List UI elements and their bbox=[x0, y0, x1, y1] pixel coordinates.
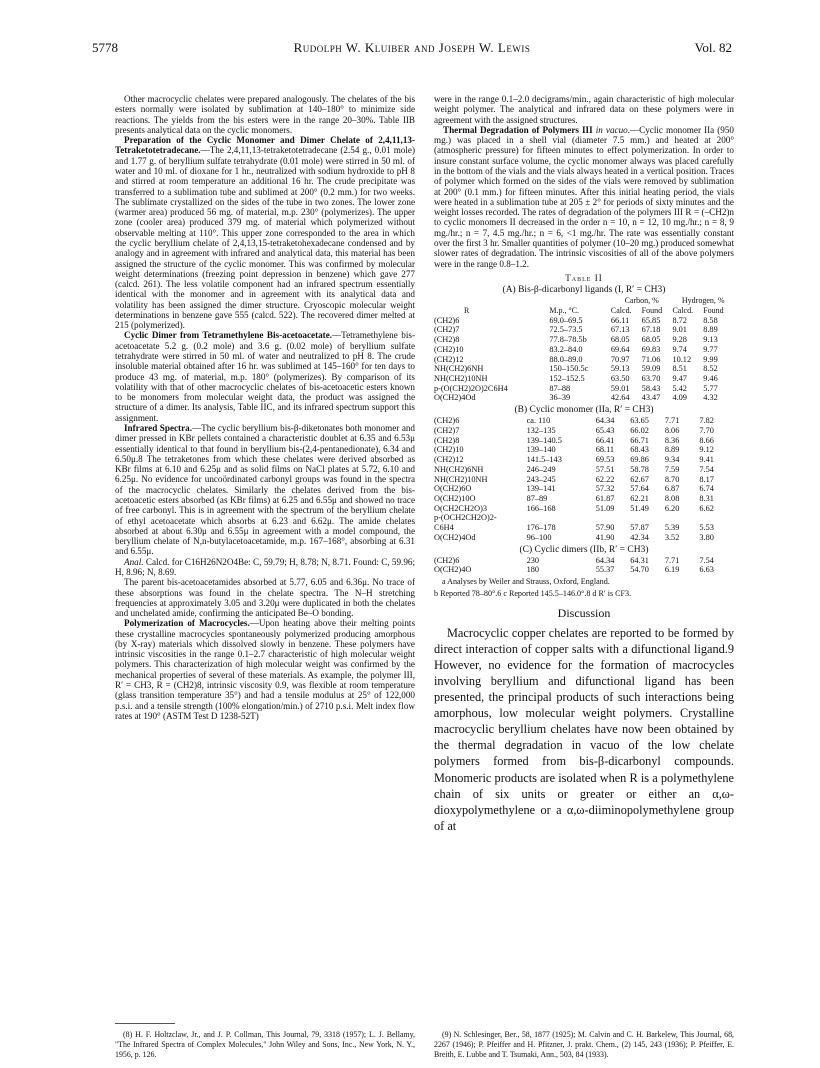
value-cell: 9.01 bbox=[672, 325, 687, 335]
table-caption-b: (B) Cyclic monomer (IIa, R′ = CH3) bbox=[514, 405, 654, 416]
value-cell: 68.05 bbox=[641, 335, 661, 345]
value-cell: 10.12 bbox=[672, 354, 692, 364]
discussion-heading: Discussion bbox=[557, 606, 611, 621]
value-cell: 7.70 bbox=[699, 426, 714, 436]
value-cell: 9.99 bbox=[703, 354, 718, 364]
value-cell: 7.54 bbox=[699, 555, 714, 565]
table-row bbox=[434, 484, 734, 494]
value-cell: 72.5–73.5 bbox=[549, 325, 583, 335]
value-cell: 8.31 bbox=[699, 493, 714, 503]
value-cell: 62.22 bbox=[595, 474, 615, 484]
value-cell: 5.77 bbox=[703, 383, 718, 393]
r-cell: O(CH2)4O bbox=[434, 565, 472, 575]
analysis-table-b bbox=[434, 416, 734, 542]
value-cell: 62.67 bbox=[630, 474, 649, 484]
section-heading: Cyclic Dimer from Tetramethylene Bis-acetoacetate. bbox=[124, 330, 333, 341]
table-row bbox=[434, 513, 734, 523]
value-cell: 57.51 bbox=[595, 464, 615, 474]
value-cell: 64.34 bbox=[595, 555, 615, 565]
table-row bbox=[434, 465, 734, 475]
value-cell: 8.72 bbox=[672, 315, 687, 325]
table-row bbox=[434, 426, 734, 436]
table-caption-c: (C) Cyclic dimers (IIb, R′ = CH3) bbox=[519, 544, 649, 555]
analysis-table-c bbox=[434, 556, 734, 575]
value-cell: 9.13 bbox=[703, 335, 718, 345]
value-cell: 9.28 bbox=[672, 335, 687, 345]
value-cell: 5.42 bbox=[672, 383, 687, 393]
value-cell: 88.0–89.0 bbox=[549, 354, 583, 364]
r-cell: NH(CH2)10NH bbox=[434, 474, 488, 484]
table-section-c bbox=[434, 556, 734, 575]
value-cell: 7.71 bbox=[664, 555, 680, 565]
paragraph: The parent bis-acetoacetamides absorbed at 5.77, 6.05 and 6.36μ. No trace of these absorptions was found in the chelate spectra. The N–H stretching frequencies at approximately 3.05 and 3.20μ were duplicated in both the chelates and unchelated amide, confirming the anticipated Be–O bonding. bbox=[115, 577, 415, 619]
right-column bbox=[434, 94, 734, 834]
value-cell: 67.13 bbox=[610, 325, 630, 335]
table-row bbox=[434, 565, 734, 575]
value-cell: 8.08 bbox=[664, 493, 680, 503]
value-cell: 57.32 bbox=[595, 484, 615, 494]
section-heading: Infrared Spectra. bbox=[124, 423, 192, 433]
value-cell: ca. 110 bbox=[526, 416, 551, 426]
value-cell: 57.64 bbox=[630, 484, 649, 494]
footnote-left bbox=[115, 1030, 415, 1060]
table-row bbox=[434, 436, 734, 446]
value-cell: 7.82 bbox=[699, 416, 714, 426]
footnote-9: (9) N. Schlesinger, Ber., 58, 1877 (1925); M. Calvin and C. H. Barkelew, This Journal, 68, 2267 (1946); P. Pfeiffer and H. Pfitzner, J. prakt. Chem., (2) 145, 243 (1936); P. Pfeiffer, E. Breith, E. Lubbe and T. Tsumaki, Ann., 503, 84 (1933). bbox=[434, 1030, 734, 1059]
value-cell: 8.51 bbox=[672, 364, 687, 374]
table-row bbox=[434, 335, 734, 345]
value-cell: 68.05 bbox=[610, 335, 630, 345]
value-cell: 96–100 bbox=[526, 532, 552, 542]
value-cell: 61.87 bbox=[595, 493, 615, 503]
value-cell: 66.41 bbox=[595, 435, 615, 445]
paragraph: Other macrocyclic chelates were prepared analogously. The chelates of the bis esters normally were isolated by sublimation at 140–180° to minimize side reactions. The yields from the bis esters were in the range 20–30%. Table IIB presents analytical data on the cyclic monomers. bbox=[115, 94, 415, 135]
value-cell: 71.06 bbox=[641, 354, 661, 364]
value-cell: 139–140 bbox=[526, 445, 556, 455]
value-cell bbox=[699, 513, 734, 523]
section-heading: Polymerization of Macrocycles. bbox=[124, 618, 250, 629]
value-cell: 69.86 bbox=[630, 455, 649, 465]
table-caption-a: (A) Bis-β-dicarbonyl ligands (I, R′ = CH3) bbox=[502, 285, 666, 296]
value-cell: 5.53 bbox=[699, 523, 714, 533]
value-cell: 41.90 bbox=[595, 532, 615, 542]
discussion-body bbox=[434, 625, 734, 834]
value-cell: 65.85 bbox=[641, 315, 661, 325]
value-cell: 51.49 bbox=[630, 503, 649, 513]
mp-header: M.p., °C. bbox=[549, 306, 580, 316]
volume-label: Vol. 82 bbox=[694, 40, 732, 55]
table-row bbox=[434, 364, 734, 374]
r-cell: NH(CH2)10NH bbox=[434, 373, 488, 383]
paragraph: Infrared Spectra.—The cyclic beryllium bis-β-diketonates both monomer and dimer pressed in KBr pellets contained a characteristic doublet at 6.35 and 6.53μ essentially identical to that found in beryllium bis-(2,4-pentanedionate), 6.34 and 6.50μ.8 The tetraketones from which these chelates were derived absorbed as KBr films at 6.10 and 6.25μ and as solid films on NaCl plates at 5.72, 6.10 and 6.25μ. No evidence for uncoördinated carbonyl groups was found in the spectra of the macrocyclic chelates. Similarly the chelates derived from the bis-acetoacetic esters absorbed (as KBr films) at 6.25 and 6.55μ and showed no trace of free carbonyl. This is in agreement with the spectrum of the beryllium chelate of ethyl acetoacetate which absorbs at 6.23 and 6.62μ. The amide chelates absorbed at about 6.30μ and 6.55μ in agreement with a model compound, the beryllium chelate of N,n-butylacetoacetamide, m.p. 167–168°, absorbing at 6.31 and 6.55μ. bbox=[115, 423, 415, 557]
value-cell: 166–168 bbox=[526, 503, 556, 513]
value-cell: 64.31 bbox=[630, 555, 649, 565]
value-cell: 150–150.5c bbox=[549, 364, 589, 374]
r-cell: O(CH2)4Od bbox=[434, 393, 476, 403]
value-cell: 69.53 bbox=[595, 455, 615, 465]
r-cell: NH(CH2)6NH bbox=[434, 464, 484, 474]
value-cell: 63.50 bbox=[610, 373, 630, 383]
value-cell: 55.37 bbox=[595, 565, 615, 575]
value-cell: 4.32 bbox=[703, 393, 718, 403]
value-cell: 6.62 bbox=[699, 503, 714, 513]
page-number: 5778 bbox=[92, 40, 118, 55]
value-cell: 83.2–84.0 bbox=[549, 344, 583, 354]
r-cell: O(CH2)10O bbox=[434, 493, 476, 503]
value-cell: 87–89 bbox=[526, 493, 548, 503]
value-cell: 67.18 bbox=[641, 325, 661, 335]
value-cell: 8.89 bbox=[703, 325, 718, 335]
value-cell: 8.17 bbox=[699, 474, 714, 484]
value-cell: 8.52 bbox=[703, 364, 718, 374]
value-cell: 141.5–143 bbox=[526, 455, 562, 465]
value-cell: 59.09 bbox=[641, 364, 661, 374]
value-cell: 54.70 bbox=[630, 565, 649, 575]
value-cell bbox=[630, 513, 665, 523]
value-cell: 66.02 bbox=[630, 426, 649, 436]
table-row bbox=[434, 416, 734, 426]
value-cell: 8.70 bbox=[664, 474, 680, 484]
value-cell: 176–178 bbox=[526, 523, 556, 533]
value-cell: 8.89 bbox=[664, 445, 680, 455]
value-cell: 58.78 bbox=[630, 464, 649, 474]
value-cell: 57.90 bbox=[595, 523, 615, 533]
r-cell: (CH2)12 bbox=[434, 455, 464, 465]
value-cell: 9.12 bbox=[699, 445, 714, 455]
footnote-rule bbox=[115, 1023, 175, 1024]
value-cell: 57.87 bbox=[630, 523, 649, 533]
paragraph: Preparation of the Cyclic Monomer and Dimer Chelate of 2,4,11,13-Tetraketotetradecane.—The 2,4,11,13-tetraketotetradecane (2.54 g., 0.01 mole) and 1.77 g. of beryllium sulfate tetrahydrate (0.01 mole) were stirred in 50 ml. of water and 10 ml. of dioxane for 1 hr., neutralized with sodium hydroxide to pH 8 and stirred at room temperature an additional 16 hr. The crude precipitate was transferred to a sublimation tube and sublimed at 200° (0.2 mm.) for two weeks. The sublimate crystallized on the sides of the tube in two zones. The lower zone (warmer area) produced 56 mg. of material, m.p. 230° (polymerizes). The upper zone (cooler area) produced 379 mg. of material which polymerized without observable melting at 110°. This upper zone corresponded to the area in which the cyclic beryllium chelate of 2,4,13,15-tetraketohexadecane condensed and by analogy and in agreement with infrared and analytical data, this material has been assigned the structure of the cyclic monomer. This was confirmed by molecular weight determinations (freezing point depression in benzene) which gave 277 (calcd. 261). The less volatile component had an infrared spectrum essentially identical with the monomer and in agreement with its analytical data and volatility has been assigned the dimer structure. Cryoscopic molecular weight determinations in benzene gave 555 (calcd. 522). The recovered dimer melted at 215 (polymerized). bbox=[115, 135, 415, 331]
table-row bbox=[434, 445, 734, 455]
r-cell: (CH2)6 bbox=[434, 416, 460, 426]
carbon-header: Carbon, % bbox=[624, 296, 659, 306]
value-cell: 9.41 bbox=[699, 455, 714, 465]
value-cell: 59.13 bbox=[610, 364, 630, 374]
running-header bbox=[92, 40, 732, 60]
r-cell: O(CH2)4Od bbox=[434, 532, 476, 542]
value-cell: 65.43 bbox=[595, 426, 615, 436]
r-cell: (CH2)6 bbox=[434, 315, 460, 325]
paragraph: Macrocyclic copper chelates are reported to be formed by direct interaction of copper salts with a difunctional ligand.9 However, no evidence for the formation of macrocycles involving beryllium and difunctional ligand has been presented, the principal products of such interactions being amorphous, low molecular weight polymers. Crystalline macrocyclic beryllium chelates have now been obtained by the thermal degradation in vacuo of the low chelate polymers formed from bis-β-dicarbonyl compounds. Monomeric products are isolated when R is a polymethylene chain of six units or greater or either an α,ω-dioxypolymethylene or a α,ω-diiminopolymethylene group of at bbox=[434, 625, 734, 833]
value-cell: 152–152.5 bbox=[549, 373, 585, 383]
table-row bbox=[434, 325, 734, 335]
value-cell: 9.47 bbox=[672, 373, 687, 383]
value-cell bbox=[665, 513, 700, 523]
table-row bbox=[434, 455, 734, 465]
r-cell: (CH2)12 bbox=[434, 354, 464, 364]
value-cell: 4.09 bbox=[672, 393, 687, 403]
value-cell: 7.59 bbox=[664, 464, 680, 474]
table-row bbox=[434, 523, 734, 533]
r-cell: O(CH2)6O bbox=[434, 484, 472, 494]
value-cell: 139–140.5 bbox=[526, 435, 562, 445]
value-cell: 8.06 bbox=[664, 426, 680, 436]
footnote-8: (8) H. F. Holtzclaw, Jr., and J. P. Collman, This Journal, 79, 3318 (1957); L. J. Bellamy, "The Infrared Spectra of Complex Molecules," John Wiley and Sons, Inc., New York, N. Y., 1956, p. 126. bbox=[115, 1030, 415, 1059]
table-footnote: a Analyses by Weiler and Strauss, Oxford, England. bbox=[442, 577, 610, 587]
value-cell: 69.0–69.5 bbox=[549, 315, 583, 325]
value-cell: 36–39 bbox=[549, 393, 571, 403]
r-cell: p-(O(CH2)2O)2C6H4 bbox=[434, 383, 508, 393]
analysis-table: Carbon, % Hydrogen, % R M.p., °C. Calcd. Found Calcd. Found (CH2)6 69.0–69.5 66.11 65.85 8.72 8.58 (CH2)7 72.5–73.5 67.13 67.18 9.01 8.89 (CH2)8 77.8–78.5b 68.05 68.05 9.28 9.13 (CH2)10 83.2–84.0 69.64 69.83 9.74 9.77 (CH2)12 88.0–89.0 70.97 71.06 10.12 9.99 NH(CH2)6NH 150–150.5c 59.13 59.09 8.51 8.52 NH(CH2)10NH 152–152.5 63.50 63.70 9.47 9.46 p-(O(CH2)2O)2C6H4 87–88 59.01 58.43 5.42 5.77 O(CH2)4Od 36–39 42.64 43.47 4.09 4.32 bbox=[434, 296, 734, 403]
r-cell: p-(OCH2CH2O)2- bbox=[434, 513, 497, 523]
value-cell: 3.52 bbox=[664, 532, 680, 542]
value-cell: 9.46 bbox=[703, 373, 718, 383]
value-cell: 66.71 bbox=[630, 435, 649, 445]
table-section-b bbox=[434, 416, 734, 542]
value-cell: 139–141 bbox=[526, 484, 556, 494]
table-row bbox=[434, 533, 734, 543]
value-cell: 9.74 bbox=[672, 344, 687, 354]
r-cell: (CH2)8 bbox=[434, 435, 460, 445]
value-cell: 42.34 bbox=[630, 532, 649, 542]
value-cell: 8.36 bbox=[664, 435, 680, 445]
value-cell bbox=[596, 513, 631, 523]
table-row bbox=[434, 475, 734, 485]
value-cell: 69.64 bbox=[610, 344, 630, 354]
r-cell: NH(CH2)6NH bbox=[434, 364, 484, 374]
value-cell: 77.8–78.5b bbox=[549, 335, 587, 345]
value-cell: 7.71 bbox=[664, 416, 680, 426]
value-cell: 63.65 bbox=[630, 416, 649, 426]
value-cell: 58.43 bbox=[641, 383, 661, 393]
table-row bbox=[434, 355, 734, 365]
table-row bbox=[434, 374, 734, 384]
value-cell: 62.21 bbox=[630, 493, 649, 503]
value-cell: 69.83 bbox=[641, 344, 661, 354]
anal-label: Anal. bbox=[124, 556, 144, 567]
paragraph: Thermal Degradation of Polymers III in vacuo.—Cyclic monomer IIa (950 mg.) was placed in a shell vial (diameter 7.5 mm.) and heated at 200° (atmospheric pressure) for fifteen minutes to effect polymerization. In order to insure constant surface volume, the cyclic monomer always was placed carefully in the bottom of the vials and the vials always heated in a vertical position. Traces of polymer which formed on the sides of the vials were removed by sublimation at 200° (0.1 mm.) for fifteen minutes. After this initial heating period, the vials were heated in a sublimation tube at 205 ± 2° for periods of sixty minutes and the weight losses recorded. The rates of degradation of the polymers III R = (–CH2)n to cyclic monomers II decreased in the order n = 10, n = 12, 10 mg./hr.; n = 8, 9 mg./hr.; n = 7, 4.5 mg./hr.; n = 6, <1 mg./hr. The rate was essentially constant over the first 3 hr. Smaller quantities of polymer (10–20 mg.) produced somewhat slower rates of degradation. The intrinsic viscosities of all of the above polymers were in the range 0.8–1.2. bbox=[434, 124, 734, 269]
value-cell: 246–249 bbox=[526, 464, 556, 474]
r-header: R bbox=[464, 306, 470, 316]
value-cell: 68.43 bbox=[630, 445, 649, 455]
r-cell: (CH2)8 bbox=[434, 335, 460, 345]
value-cell: 43.47 bbox=[641, 393, 661, 403]
section-heading: Preparation of the Cyclic Monomer and Dimer Chelate of 2,4,11,13-Tetraketotetradecane. bbox=[115, 135, 415, 156]
table-row bbox=[434, 345, 734, 355]
paragraph: Anal. Calcd. for C16H26N2O4Be: C, 59.79; H, 8.78; N, 8.71. Found: C, 59.96; H, 8.96; N, 8.69. bbox=[115, 556, 416, 577]
value-cell: 59.01 bbox=[610, 383, 630, 393]
table-row bbox=[434, 316, 734, 326]
value-cell: 6.63 bbox=[699, 565, 714, 575]
table-row bbox=[434, 494, 734, 504]
value-cell: 5.39 bbox=[664, 523, 680, 533]
value-cell: 6.74 bbox=[699, 484, 714, 494]
value-cell: 9.34 bbox=[664, 455, 680, 465]
hydrogen-header: Hydrogen, % bbox=[681, 296, 725, 306]
value-cell: 63.70 bbox=[641, 373, 661, 383]
value-cell: 230 bbox=[526, 555, 540, 565]
value-cell: 42.64 bbox=[610, 393, 630, 403]
value-cell: 9.77 bbox=[703, 344, 718, 354]
value-cell bbox=[527, 513, 596, 523]
section-heading: Thermal Degradation of Polymers III bbox=[443, 124, 593, 135]
r-cell: (CH2)10 bbox=[434, 445, 464, 455]
r-cell: O(CH2CH2O)3 bbox=[434, 503, 488, 513]
paragraph: were in the range 0.1–2.0 decigrams/min., again characteristic of high molecular weight polymer. The analytical and infrared data on these polymers were in agreement with the assigned structures. bbox=[434, 94, 734, 125]
paragraph: Polymerization of Macrocycles.—Upon heating above their melting points these crystalline macrocycles spontaneously polymerized producing amorphous (by X-ray) materials which dissolved slowly in benzene. These polymers have intrinsic viscosities in the range 0.1–2.7 characteristic of high molecular weight polymers. This characterization of high molecular weight was confirmed by the mechanical properties of several of these materials. As example, the polymer III, R′ = CH3, R = (CH2)8, intrinsic viscosity 0.9, was flexible at room temperature (glass transition temperature 35°) and had a tensile modulus at 25° of 122,000 p.s.i. and a tensile strength (100% elongation/min.) of 2710 p.s.i. Melt index flow rates at 190° (ASTM Test D 1238-52T) bbox=[115, 618, 415, 721]
value-cell: 51.09 bbox=[595, 503, 615, 513]
value-cell: 8.58 bbox=[703, 315, 718, 325]
r-cell: (CH2)7 bbox=[434, 426, 460, 436]
value-cell: 3.80 bbox=[699, 532, 714, 542]
left-column bbox=[115, 94, 415, 721]
value-cell: 180 bbox=[526, 565, 540, 575]
table-row bbox=[434, 393, 734, 403]
footnote-right bbox=[434, 1030, 734, 1060]
table-footnote: b Reported 78–80°.6 c Reported 145.5–146.0°.8 d R′ is CF3. bbox=[434, 588, 632, 598]
table-row bbox=[434, 504, 734, 514]
value-cell: 64.34 bbox=[595, 416, 615, 426]
value-cell: 8.66 bbox=[699, 435, 714, 445]
value-cell: 132–135 bbox=[526, 426, 556, 436]
value-cell: 6.20 bbox=[664, 503, 680, 513]
value-cell: 68.11 bbox=[595, 445, 615, 455]
r-cell: (CH2)10 bbox=[434, 344, 464, 354]
value-cell: 6.19 bbox=[664, 565, 680, 575]
table-title: Table II bbox=[565, 272, 603, 283]
table-row bbox=[434, 384, 734, 394]
value-cell: 70.97 bbox=[610, 354, 630, 364]
value-cell: 7.54 bbox=[699, 464, 714, 474]
value-cell: 87–88 bbox=[549, 383, 571, 393]
r-cell: (CH2)7 bbox=[434, 325, 460, 335]
value-cell: 243–245 bbox=[526, 474, 556, 484]
table-row bbox=[434, 556, 734, 566]
paragraph: Cyclic Dimer from Tetramethylene Bis-acetoacetate.—Tetramethylene bis-acetoacetate 5.2 g. (0.2 mole) and 3.6 g. (0.02 mole) of beryllium sulfate tetrahydrate were stirred in 50 ml. of water and neutralized to pH 8. The crude insoluble material obtained after 16 hr. was sublimed at 145–160° for ten days to produce 43 mg. of material, m.p. 180° (polymerizes). By comparison of its volatility with that of other macrocyclic chelates of bis-acetoacetic esters known to be monomers from molecular weight data, the product was assigned the structure of a dimer. Its analysis, Table IIC, and its infrared spectrum support this assignment. bbox=[115, 330, 415, 423]
value-cell: 66.11 bbox=[610, 315, 630, 325]
r-cell: (CH2)6 bbox=[434, 555, 460, 565]
value-cell: 6.87 bbox=[664, 484, 680, 494]
running-title: Rudolph W. Kluiber and Joseph W. Lewis bbox=[293, 40, 531, 55]
table-section-a bbox=[434, 316, 734, 403]
r-cell: C6H4 bbox=[434, 523, 454, 533]
